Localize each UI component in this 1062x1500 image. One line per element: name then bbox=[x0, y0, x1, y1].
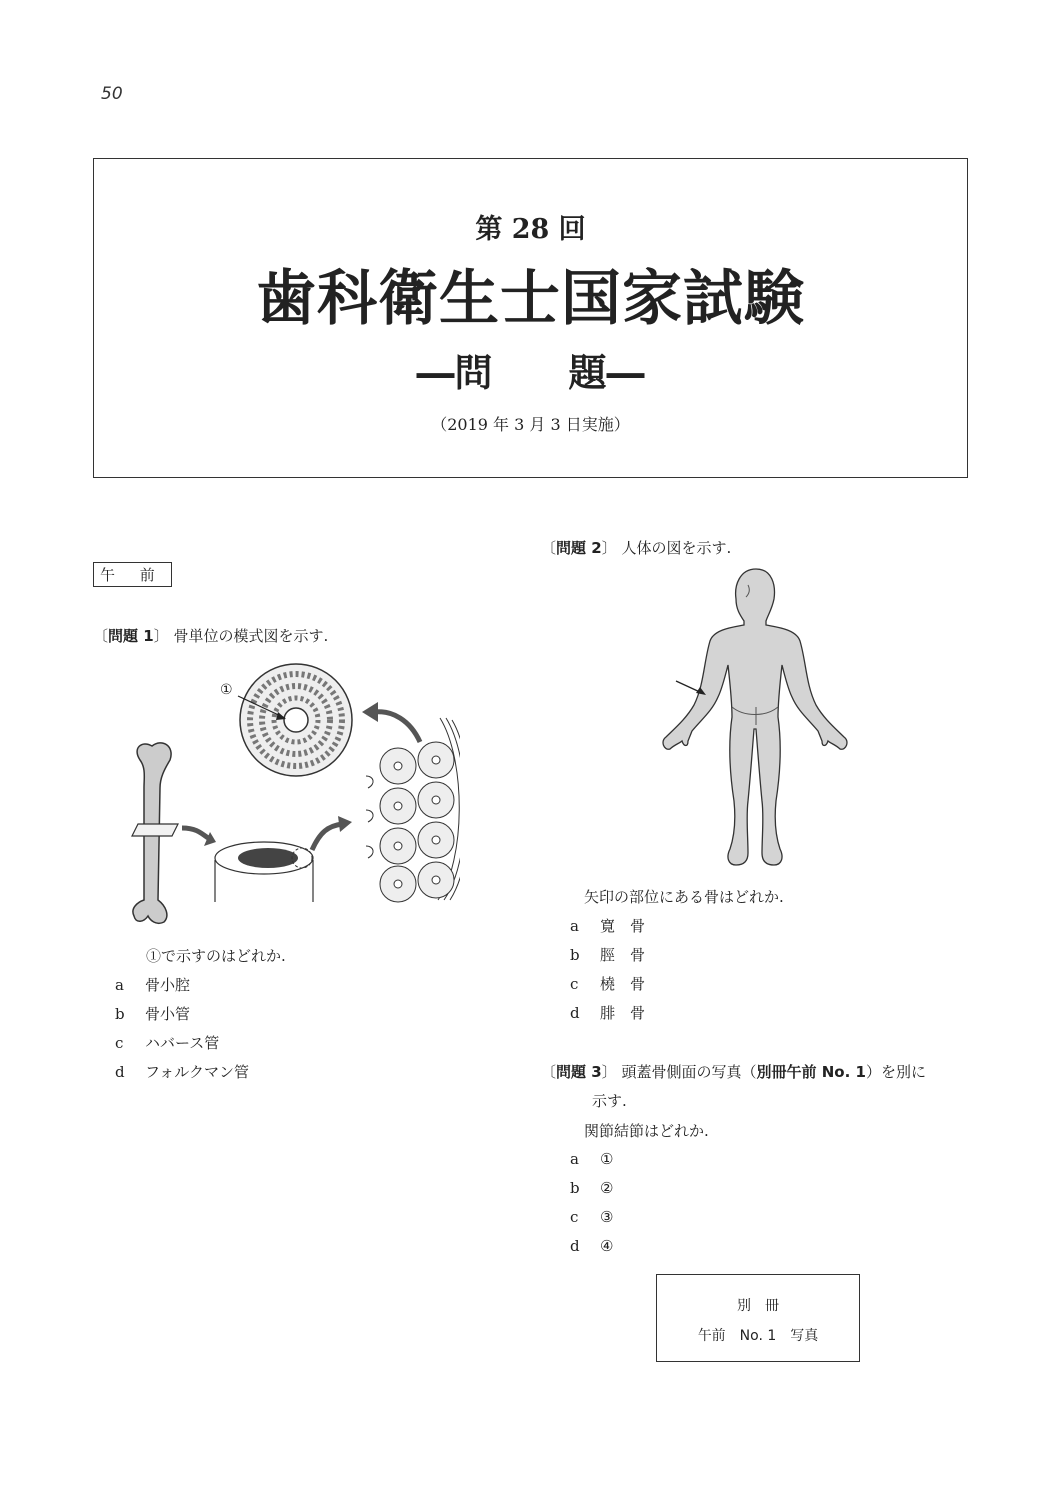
supplement-box bbox=[656, 1274, 860, 1362]
question-1-option-a[interactable]: a 骨小腔 bbox=[115, 976, 191, 994]
question-2-stem: 矢印の部位にある骨はどれか. bbox=[584, 888, 784, 906]
cortex-illustration bbox=[366, 718, 460, 902]
question-3-stem: 関節結節はどれか. bbox=[584, 1122, 709, 1140]
arrow-to-cross-section bbox=[182, 828, 208, 838]
question-2-option-a[interactable]: a 寛 骨 bbox=[570, 917, 646, 935]
question-2-prompt: 人体の図を示す. bbox=[621, 539, 732, 557]
question-1-option-c[interactable]: c ハバース管 bbox=[115, 1034, 220, 1052]
page-subtitle: ―問 題― bbox=[416, 351, 645, 395]
exam-date: （2019 年 3 月 3 日実施） bbox=[431, 415, 630, 434]
question-1-header: 〔問題 1〕 骨単位の模式図を示す. bbox=[93, 627, 329, 645]
figure-marker-1: ① bbox=[220, 682, 233, 698]
cut-plane bbox=[132, 824, 178, 836]
title-box bbox=[93, 158, 968, 478]
question-2-label: 問題 2 bbox=[556, 539, 602, 557]
question-2-header: 〔問題 2〕 人体の図を示す. bbox=[541, 539, 732, 557]
question-3-option-c[interactable]: c ③ bbox=[570, 1208, 614, 1226]
question-3-option-b[interactable]: b ② bbox=[570, 1179, 614, 1197]
question-2-option-c[interactable]: c 橈 骨 bbox=[570, 975, 646, 993]
osteon-diagram bbox=[120, 660, 460, 930]
question-1-prompt: 骨単位の模式図を示す. bbox=[173, 627, 329, 645]
page-number: 50 bbox=[101, 84, 123, 104]
question-1-stem: ①で示すのはどれか. bbox=[146, 947, 286, 965]
osteon-enlarged bbox=[240, 664, 352, 776]
exam-edition: 第 28 回 bbox=[475, 214, 586, 245]
question-3-label: 問題 3 bbox=[556, 1063, 602, 1081]
arrow-to-osteon bbox=[374, 712, 420, 742]
question-1-option-d[interactable]: d フォルクマン管 bbox=[115, 1063, 249, 1081]
supplement-reference: 別冊午前 No. 1 bbox=[756, 1063, 866, 1081]
question-3-header: 〔問題 3〕 頭蓋骨側面の写真（別冊午前 No. 1）を別に bbox=[541, 1063, 926, 1081]
session-label: 午 前 bbox=[93, 562, 172, 587]
human-body-diagram bbox=[660, 565, 860, 875]
supplement-title: 別 冊 bbox=[737, 1298, 779, 1314]
question-3-option-d[interactable]: d ④ bbox=[570, 1237, 614, 1255]
question-3-prompt-continued: 示す. bbox=[592, 1092, 627, 1110]
question-1-label: 問題 1 bbox=[108, 627, 154, 645]
human-body-illustration bbox=[663, 569, 847, 865]
question-1-option-b[interactable]: b 骨小管 bbox=[115, 1005, 191, 1023]
question-2-option-d[interactable]: d 腓 骨 bbox=[570, 1004, 646, 1022]
page-title: 歯科衛生士国家試験 bbox=[256, 264, 805, 334]
arrow-to-cortex bbox=[312, 824, 342, 850]
supplement-detail: 午前 No. 1 写真 bbox=[697, 1328, 819, 1344]
question-2-option-b[interactable]: b 脛 骨 bbox=[570, 946, 646, 964]
question-3-option-a[interactable]: a ① bbox=[570, 1150, 614, 1168]
bone-cross-section bbox=[215, 842, 313, 902]
